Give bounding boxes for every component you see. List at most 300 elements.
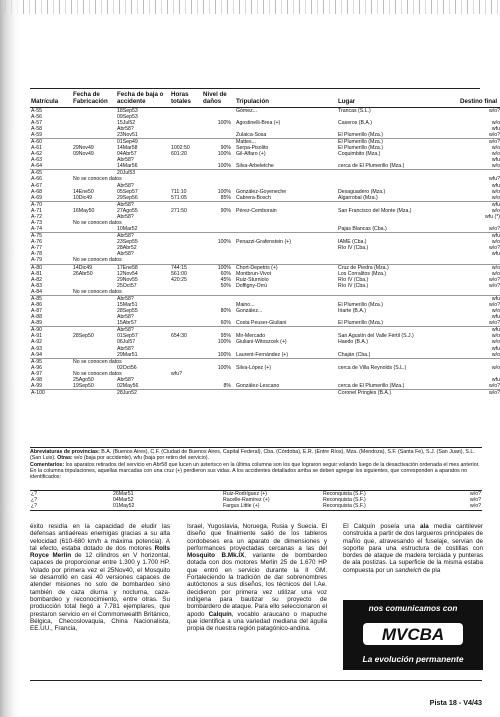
cell-destino: wfu (491, 251, 500, 258)
cell-destino: w/o (491, 207, 500, 214)
cell-nivel (202, 201, 232, 208)
cell-matricula: A-100 (31, 390, 45, 397)
cell-baja: 10Mar52 (116, 226, 170, 233)
cell-matricula: A-70 (31, 201, 42, 208)
cell-nivel: 90% (220, 207, 231, 214)
cell-lugar (337, 170, 459, 177)
aircraft-table (30, 92, 500, 396)
cell-nivel: 100% (217, 151, 231, 158)
aircraft-row (30, 226, 500, 233)
cell-matricula: A-60 (31, 138, 42, 145)
cell-horas (170, 390, 202, 397)
header-baja: Fecha de baja o accidente (116, 92, 170, 107)
aircraft-row (30, 233, 500, 240)
cell-tripulacion (232, 289, 337, 296)
cell-horas: 420:25 (171, 276, 187, 283)
aircraft-row (30, 195, 500, 202)
cell-tripulacion: Pérez-Cemborain (236, 207, 277, 214)
cell-fabricacion: 26Abr50 (73, 270, 93, 277)
cell-matricula: A-85 (31, 295, 42, 302)
article-column-1 (30, 523, 170, 632)
cell-horas (170, 352, 202, 359)
cell-baja: 14Mar56 (116, 163, 170, 170)
ad-bottom-text: La evolución permanente (362, 654, 464, 664)
cell-matricula: A-55 (31, 107, 42, 114)
cell-horas (170, 107, 202, 114)
cell-destino: w/o (491, 145, 500, 152)
cell-tripulacion: Zulaica-Sosa (232, 132, 337, 139)
cell-horas (170, 201, 202, 208)
cell-destino: w/o? (459, 383, 500, 390)
cell-lugar: San Agustín del Valle Fértil (S.J.) (338, 333, 414, 340)
cell-nivel (202, 358, 232, 365)
cell-destino (459, 358, 500, 365)
cell-nivel: 45% (220, 276, 231, 283)
cell-destino: w/o (491, 339, 500, 346)
cell-fabricacion: 16May50 (73, 207, 95, 214)
cell-tripulacion: González-Lescano (232, 383, 337, 390)
cell-nivel: 100% (217, 188, 231, 195)
cell-tripulacion: González... (236, 308, 263, 315)
cell-matricula: A-59 (30, 132, 72, 139)
cell-destino (459, 170, 500, 177)
aircraft-row (30, 264, 500, 271)
cell-fabricacion (70, 503, 112, 509)
aircraft-row (30, 163, 500, 170)
cell-matricula: A-57 (31, 119, 42, 126)
cell-fabricacion: No se conocen datos (73, 220, 122, 226)
unidentified-table (30, 491, 482, 510)
cell-fabricacion (72, 320, 116, 327)
cell-lugar: Trancas (S.L.) (338, 107, 371, 114)
aircraft-row (30, 138, 500, 145)
cell-baja: 29Mar51 (116, 352, 170, 359)
col2-text-a: Israel, Yugoslavia, Noruega, Rusia y Suecia. El diseño que finalmente salió de los tableros cordobeses era un aparato de dimensiones y performances proyectadas cercanas a las del (187, 523, 327, 552)
cell-matricula: A-67 (31, 182, 42, 189)
col2-text-b: , variante de bombardeo dotada con dos motores Merlin 25 de 1.670 HP que entró en servicio durante la II GM. Fortaleciendo la tradición de dar sobrenombres autóctonos a sus diseños, los técnicos del I.Ae. decidieron por primera vez utilizar una voz indígena para bautizar su proyecto de bombardero de ataque. Para ello seleccionaron el apodo (187, 552, 327, 618)
cell-tripulacion: Racelle-Ramírez (+) (223, 497, 270, 504)
cell-matricula: A-83 (31, 282, 42, 289)
cell-matricula: A-68 (31, 188, 42, 195)
col3-bold: ala (419, 523, 429, 530)
cell-baja: Abr58? (117, 233, 134, 240)
cell-lugar (337, 295, 459, 302)
otras-text: w/o (baja por accidente), wfu (baja por retiro del servicio). (72, 455, 210, 462)
cell-nivel: 95% (220, 333, 231, 340)
cell-matricula: A-92 (31, 339, 42, 346)
cell-baja: 09Sep53 (117, 113, 138, 120)
cell-tripulacion: Cabrera-Bosch (232, 195, 337, 202)
cell-horas (170, 257, 202, 264)
cell-lugar: Río IV (Cba.) (338, 245, 369, 252)
cell-destino: wfu (491, 314, 500, 321)
header-lugar: Lugar (337, 92, 459, 107)
cell-destino: w/o (459, 163, 500, 170)
cell-destino: wfu (491, 295, 500, 302)
cell-baja: 26Mar51 (113, 491, 134, 497)
cell-fabricacion: 25Ago50 (73, 376, 94, 383)
cell-matricula: A-76 (31, 239, 42, 246)
cell-baja: Abr58? (117, 295, 134, 302)
cell-tripulacion (232, 233, 337, 240)
cell-nivel: 50% (220, 282, 231, 289)
cell-matricula: A-86 (31, 302, 42, 309)
scan-border-left (0, 0, 20, 717)
cell-fabricacion: No se conocen datos (73, 370, 122, 377)
cell-lugar: Coronel Pringles (B.A.) (338, 390, 392, 397)
cell-destino: w/o? (459, 320, 500, 327)
cell-lugar: Desaguadero (Mza.) (338, 188, 386, 195)
cell-baja: 28Jun52 (117, 390, 137, 397)
cell-matricula: A-63 (31, 157, 42, 164)
cell-tripulacion (232, 327, 337, 334)
cell-nivel (202, 132, 232, 139)
cell-baja: 01Sep49 (117, 138, 138, 145)
cell-horas (170, 295, 202, 302)
cell-matricula: A-77 (31, 245, 42, 252)
cell-destino: w/o (491, 333, 500, 340)
cell-tripulacion: Costa Peuser-Giuliani (232, 320, 337, 327)
aircraft-row (30, 132, 500, 139)
cell-destino: wfu (491, 233, 500, 240)
cell-nivel: 8% (202, 383, 232, 390)
cell-lugar (337, 233, 459, 240)
cell-baja: 25Oct57 (117, 282, 137, 289)
aircraft-row (30, 295, 500, 302)
cell-horas: 601:20 (171, 151, 187, 158)
cell-destino (459, 257, 500, 264)
cell-horas (170, 233, 202, 240)
header-horas: Horas totales (170, 92, 202, 107)
aircraft-row (30, 320, 500, 327)
cell-fabricacion: No se conocen datos (73, 358, 122, 365)
cell-tripulacion: Ruiz-Rodríguez (+) (223, 491, 267, 497)
cell-lugar: Río IV (Cba.) (338, 282, 369, 289)
unidentified-table-wrap (30, 490, 482, 511)
cell-destino: wfu (491, 182, 500, 189)
cell-fabricacion (72, 226, 116, 233)
cell-baja: Abr58? (117, 125, 134, 132)
col2-text-c: , vocablo araucano o mapuche que identifica a una variedad mediana del águila propia de nuestra región patagónico-andina. (187, 610, 327, 633)
cell-lugar (337, 201, 459, 208)
cell-matricula: A-64 (30, 163, 72, 170)
col3-text-b: media cantilever construida a partir de dos largueros principales de mañío que, atravesando el fuselaje, servían de soporte para una estructura de costillas con bordes de ataque de madera terciada y punteras de ala postizas. La superficie de la misma estaba compuesta por un (343, 523, 483, 574)
cell-matricula: A-82 (31, 276, 42, 283)
header-matricula: Matrícula (30, 92, 72, 107)
cell-fabricacion: No se conocen datos (73, 176, 122, 183)
cell-lugar (337, 257, 459, 264)
cell-tripulacion (232, 201, 337, 208)
cell-horas (164, 503, 194, 509)
cell-tripulacion: Gil-Alfaro (+) (236, 151, 266, 158)
cell-lugar: Los Corralitos (Mza.) (338, 270, 387, 277)
cell-matricula: A-91 (31, 333, 42, 340)
cell-destino: w/o (491, 264, 500, 271)
cell-fabricacion: 29Nov49 (73, 145, 94, 152)
cell-lugar: El Plumerillo (Mza.) (338, 138, 383, 145)
cell-nivel: 100% (202, 163, 232, 170)
cell-destino: wfu (491, 327, 500, 334)
cell-destino: wfu (*) (485, 213, 500, 220)
cell-lugar: El Plumerillo (Mza.) (337, 320, 459, 327)
cell-matricula: A-90 (31, 327, 42, 334)
cell-lugar: Haedo (B.A.) (338, 339, 368, 346)
cell-matricula: A-93 (31, 345, 42, 352)
cell-tripulacion: Montbrun-Vivot (236, 270, 272, 277)
aircraft-row (30, 201, 500, 208)
top-rule (30, 88, 480, 89)
cell-baja: 23Sep55 (117, 239, 138, 246)
cell-lugar: IAME (Cba.) (338, 239, 367, 246)
aircraft-row (30, 352, 500, 359)
cell-destino: w/o? (459, 226, 500, 233)
cell-nivel: 85% (202, 195, 232, 202)
cell-baja: 29Sep56 (116, 195, 170, 202)
cell-fabricacion (72, 327, 116, 334)
cell-destino: w/o (491, 364, 500, 371)
cell-tripulacion: Serpa-Pisolito (236, 145, 269, 152)
cell-destino: w/o (459, 195, 500, 202)
cell-tripulacion (232, 257, 337, 264)
cell-horas: 654:30 (171, 333, 187, 340)
cell-nivel: 100% (217, 339, 231, 346)
cell-tripulacion: Gómez... (236, 107, 258, 114)
aircraft-row (30, 383, 500, 390)
cell-lugar: Iriarte (B.A.) (338, 308, 366, 315)
unidentified-table-body (30, 491, 482, 510)
cell-destino: wfu (491, 201, 500, 208)
cell-baja: Abr58? (117, 182, 134, 189)
cell-baja: 20Jul53 (117, 170, 136, 177)
col3-italic: sandwich (395, 566, 422, 574)
cell-lugar: El Plumerillo (Mza.) (338, 302, 383, 309)
cell-horas: wfu? (171, 370, 182, 377)
cell-matricula: A-96 (31, 364, 42, 371)
cell-horas (170, 170, 202, 177)
cell-tripulacion (232, 226, 337, 233)
cell-lugar: El Plumerillo (Mza.) (337, 132, 459, 139)
cell-nivel (202, 233, 232, 240)
cell-matricula: A-69 (30, 195, 72, 202)
cell-nivel: 100% (217, 364, 231, 371)
cell-lugar: cerca de El Plumerillo (Mza.) (337, 163, 459, 170)
cell-destino: w/o? (489, 138, 500, 145)
ad-top-text: nos comunicamos con (368, 604, 458, 613)
cell-matricula: A-78 (31, 251, 42, 258)
aircraft-row (30, 257, 500, 264)
cell-baja: 23Nov51 (116, 132, 170, 139)
article-column-3 (343, 523, 483, 574)
cell-fabricacion (72, 352, 116, 359)
cell-fabricacion (72, 295, 116, 302)
cell-tripulacion: Mir-Mercado (236, 333, 266, 340)
cell-lugar: Río IV (Cba.) (338, 276, 369, 283)
cell-baja: Abr58? (117, 314, 134, 321)
col1-text-a: éxito residía en la capacidad de eludir las defensas antiaéreas enemigas gracias a su alta velocidad (610-680 km/h a máxima potencia). A tal efecto, estaba dotado de dos motores (30, 523, 170, 552)
cell-destino: w/o (491, 188, 500, 195)
cell-fabricacion (72, 107, 116, 114)
cell-baja: 01May52 (113, 503, 135, 510)
cell-tripulacion: Maino... (236, 302, 255, 309)
cell-fabricacion: 10Dic49 (72, 195, 116, 202)
comentarios-text: los aparatos retirados del servicio en Abr58 que lucen un asterisco en la última columna son los que lograron seguir volando luego de la desactivación ordenada el mes anterior. En la columna tripulaciones, aquellas marcadas con una cruz (+) perdieron sus vidas. A los accidentes detallados arriba se deben agregar los siguientes, que corresponden a aparatos no identificados: (30, 461, 480, 481)
cell-lugar: Reconquista (S.F.) (323, 497, 366, 504)
cell-destino: w/o (491, 151, 500, 158)
cell-nivel (202, 226, 232, 233)
header-nivel: Nivel de daños (202, 92, 232, 107)
cell-baja: 04Mar52 (113, 497, 134, 504)
cell-destino: w/o (459, 352, 500, 359)
cell-matricula: A-81 (31, 270, 42, 277)
aircraft-row (30, 107, 500, 114)
col1-bold: Rolls Royce Merlin (30, 544, 170, 560)
cell-lugar: Caseros (B.A.) (338, 119, 373, 126)
col1-text-b: de 12 cilindros en V horizontal, capaces de proporcionar entre 1.300 y 1.700 HP. Volado por primera vez el 25Nov40, el Mosquito se desarrolló en casi 40 versiones capaces de atender misiones no solo de bombardeo sino también de caza diurna y nocturna, caza-bombardeo y reconocimiento, entre otras. Su producción total llegó a 7.781 ejemplares, que prestaron servicio en el Commonwealth Británico, Bélgica, Checoslovaquia, China Nacionalista, EE.UU., Francia, (30, 552, 170, 633)
cell-lugar: cerca de Villa Reynolds (S.L.) (338, 364, 407, 371)
cell-tripulacion: Silva-Arbeletche (232, 163, 337, 170)
cell-baja: Abr58? (117, 201, 134, 208)
cell-tripulacion: González-Goyeneche (236, 188, 287, 195)
notes (30, 447, 482, 480)
cell-horas (170, 383, 202, 390)
cell-lugar: San Francisco del Monte (Mza.) (338, 207, 412, 214)
cell-matricula: A-73 (31, 220, 42, 226)
cell-matricula: A-84 (30, 289, 72, 296)
cell-fabricacion: No se conocen datos (72, 289, 170, 296)
cell-fabricacion (72, 233, 116, 240)
cell-nivel (202, 289, 232, 296)
cell-matricula: ¿? (31, 497, 38, 504)
cell-fabricacion: No se conocen datos (72, 257, 170, 264)
cell-nivel (202, 257, 232, 264)
col3-text-c: de pla (421, 566, 441, 574)
otras-label: Otras: (57, 455, 73, 462)
cell-matricula: A-94 (30, 352, 72, 359)
cell-baja: 15Mar51 (117, 302, 138, 309)
aircraft-table-wrap (30, 91, 500, 397)
cell-destino: w/o? (489, 245, 500, 252)
abbr-label: Abreviaturas de provincias: (30, 449, 100, 455)
cell-baja: 14Mar58 (117, 145, 138, 152)
cell-baja: Abr58? (117, 157, 134, 164)
col3-text-a: El Calquín poseía una (343, 523, 420, 530)
cell-destino: wfu (491, 157, 500, 164)
aircraft-row (30, 170, 500, 177)
cell-matricula: A-56 (31, 113, 42, 120)
cell-fabricacion: 14Dic49 (73, 264, 93, 271)
cell-nivel: 100% (202, 352, 232, 359)
cell-lugar: Algarrobal (Mza.) (337, 195, 459, 202)
cell-fabricacion (72, 163, 116, 170)
comentarios-label: Comentarios: (30, 461, 65, 468)
cell-horas (170, 289, 202, 296)
cell-lugar: Reconquista (S.F.) (323, 491, 366, 497)
cell-matricula: A-65 (31, 170, 42, 177)
cell-horas (170, 138, 202, 145)
cell-destino: wfu? (489, 176, 500, 183)
cell-fabricacion: 09Nov49 (73, 151, 94, 158)
cell-matricula: A-87 (31, 308, 42, 315)
cell-fabricacion: 14Ene50 (73, 188, 94, 195)
cell-lugar: Chaján (Cba.) (337, 352, 459, 359)
cell-destino: w/o (491, 270, 500, 277)
cell-fabricacion (72, 132, 116, 139)
footer-rule (30, 680, 482, 681)
cell-matricula: A-74 (30, 226, 72, 233)
cell-destino (459, 289, 500, 296)
cell-lugar: Coquimbito (Mza.) (338, 151, 381, 158)
cell-tripulacion: Laurent-Fernández (+) (232, 352, 337, 359)
cell-horas (170, 358, 202, 365)
cell-matricula: A-98 (31, 376, 42, 383)
cell-tripulacion: Chort-Depetris (+) (236, 264, 278, 271)
cell-destino: w/o? (489, 276, 500, 283)
table-header-row (30, 92, 500, 107)
cell-matricula: A-58 (31, 125, 42, 132)
cell-lugar: cerca de El Plumerillo (Mza.) (337, 383, 459, 390)
cell-lugar: Pajas Blancas (Cba.) (337, 226, 459, 233)
cell-nivel (202, 327, 232, 334)
cell-destino: wfu (491, 376, 500, 383)
cell-destino: w/o (491, 308, 500, 315)
cell-horas (170, 163, 202, 170)
cell-tripulacion (232, 358, 337, 365)
unidentified-row (30, 503, 482, 509)
cell-baja: 28Sep55 (117, 308, 138, 315)
cell-matricula: A-62 (31, 151, 42, 158)
scan-border-top (0, 0, 500, 14)
cell-horas: 571:05 (170, 195, 202, 202)
cell-baja: Abr58? (117, 376, 134, 383)
cell-baja: 04Abr57 (117, 151, 137, 158)
cell-baja: 02May56 (116, 383, 170, 390)
cell-matricula: A-72 (31, 213, 42, 220)
cell-horas (170, 320, 202, 327)
cell-horas: 711:10 (171, 188, 187, 195)
cell-horas (170, 132, 202, 139)
cell-destino: w/o (491, 119, 500, 126)
cell-baja: 12Nov54 (117, 270, 138, 277)
cell-tripulacion: Silva-López (+) (236, 364, 272, 371)
cell-horas: 744:15 (171, 264, 187, 271)
aircraft-row (30, 327, 500, 334)
ad-logo (361, 620, 465, 648)
cell-matricula: A-95 (31, 358, 42, 365)
cell-baja: Abr58? (117, 345, 134, 352)
cell-destino: w/o? (470, 503, 481, 510)
cell-matricula: A-88 (31, 314, 42, 321)
cell-lugar: Reconquista (S.F.) (323, 503, 366, 510)
cell-matricula: A-79 (30, 257, 72, 264)
cell-fabricacion (72, 170, 116, 177)
cell-tripulacion: Ruiz-Sturniolo (236, 276, 269, 283)
advertisement-box (343, 600, 483, 670)
cell-baja: 28Abr52 (117, 245, 137, 252)
cell-tripulacion (232, 170, 337, 177)
col2-bold-2: Calquín (208, 610, 232, 618)
aircraft-row (30, 390, 500, 397)
cell-fabricacion (72, 390, 116, 397)
col2-bold: Mosquito B.Mk.IX (187, 552, 245, 560)
cell-lugar (337, 327, 459, 334)
cell-nivel (202, 170, 232, 177)
cell-matricula: ¿? (31, 503, 38, 510)
header-tripulacion: Tripulación (232, 92, 337, 107)
cell-destino: w/o? (489, 390, 500, 397)
cell-matricula: A-66 (31, 176, 42, 183)
cell-matricula: A-75 (31, 233, 42, 240)
cell-baja: 15Jul52 (117, 119, 136, 126)
